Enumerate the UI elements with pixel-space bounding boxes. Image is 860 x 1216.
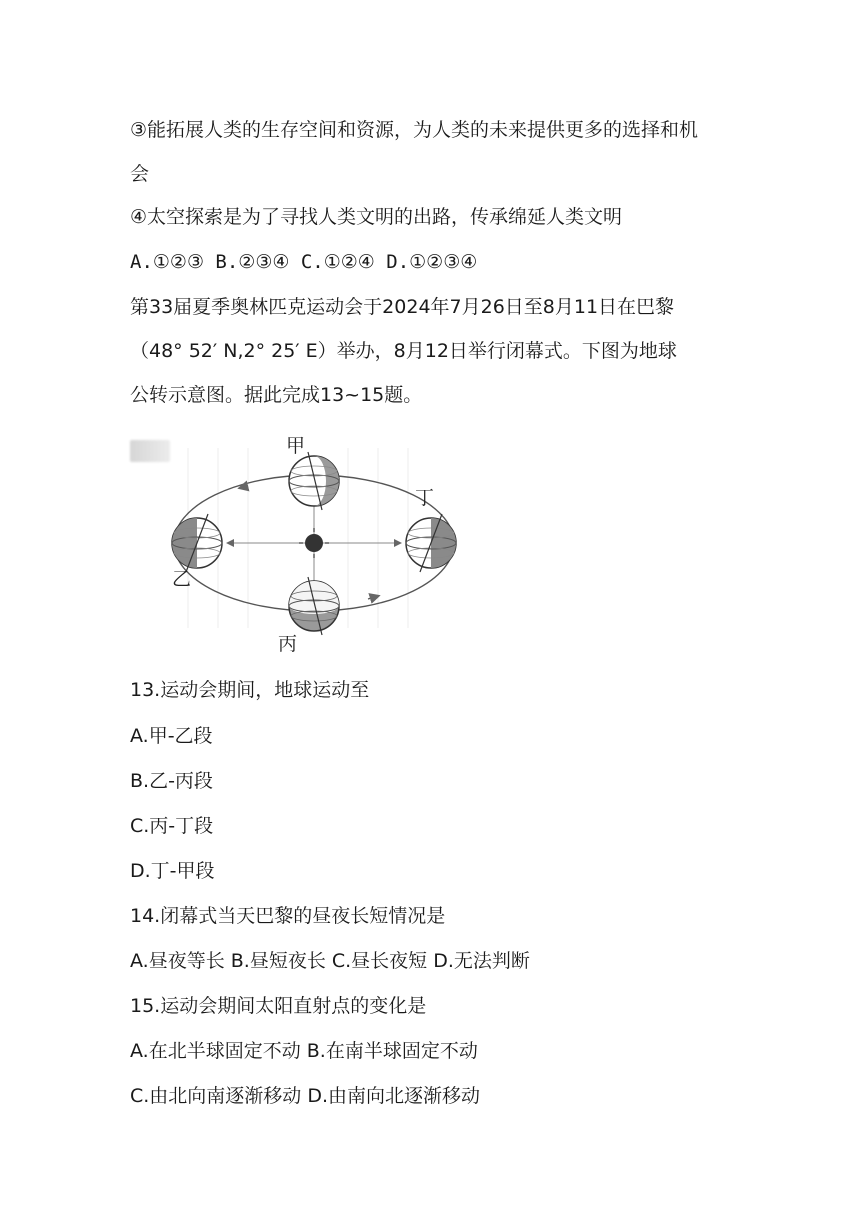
earth-revolution-diagram	[128, 428, 468, 656]
label-jia: 甲	[286, 435, 306, 457]
earth-ding-icon	[406, 514, 456, 572]
orbit-arrow-bottom	[368, 596, 378, 599]
q14-options: A.昼夜等长 B.昼短夜长 C.昼长夜短 D.无法判断	[130, 950, 530, 972]
q13-option-b: B.乙-丙段	[130, 770, 213, 792]
q13-option-a: A.甲-乙段	[130, 725, 213, 747]
q15-options-line1: A.在北半球固定不动 B.在南半球固定不动	[130, 1040, 478, 1062]
label-ding: 丁	[415, 487, 435, 509]
earth-bing-icon	[289, 577, 339, 635]
label-yi: 乙	[172, 568, 192, 590]
context-line1: 第33届夏季奥林匹克运动会于2024年7月26日至8月11日在巴黎	[130, 296, 675, 318]
q13-stem: 13.运动会期间，地球运动至	[130, 679, 370, 701]
q14-stem: 14.闭幕式当天巴黎的昼夜长短情况是	[130, 905, 446, 927]
earth-yi-icon	[172, 514, 222, 572]
q15-options-line2: C.由北向南逐渐移动 D.由南向北逐渐移动	[130, 1085, 481, 1107]
q15-stem: 15.运动会期间太阳直射点的变化是	[130, 995, 427, 1017]
q13-option-d: D.丁-甲段	[130, 860, 215, 882]
context-line2: （48° 52′ N,2° 25′ E）举办，8月12日举行闭幕式。下图为地球	[130, 340, 677, 362]
option-4: ④太空探索是为了寻找人类文明的出路，传承绵延人类文明	[130, 206, 623, 228]
earth-jia-icon	[289, 452, 339, 510]
option-3-line2: 会	[130, 163, 150, 185]
option-3-line1: ③能拓展人类的生存空间和资源，为人类的未来提供更多的选择和机	[130, 119, 699, 141]
answer-choices-12: A.①②③ B.②③④ C.①②④ D.①②③④	[130, 251, 478, 273]
orbit-arrow-top	[240, 486, 248, 488]
q13-option-c: C.丙-丁段	[130, 815, 214, 837]
context-line3: 公转示意图。据此完成13~15题。	[130, 384, 423, 406]
label-bing: 丙	[278, 633, 298, 655]
